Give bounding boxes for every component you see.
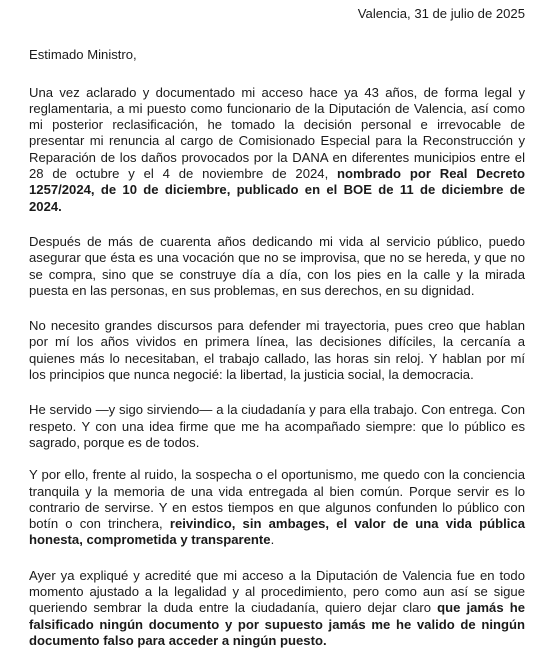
paragraph-resignation-bold: nombrado por Real Decreto 1257/2024, de 10 de diciembre, publicado en el BOE de 11 de diciembre de 2024. bbox=[29, 166, 525, 214]
paragraph-legality-text: Ayer ya expliqué y acredité que mi acceso a la Diputación de Valencia fue en todo momento ajustado a la legalidad y al procedimiento, pero como aun así se sigue queriendo sembrar la duda entre la ciudadanía, quiero dejar claro bbox=[29, 567, 525, 616]
paragraph-legality bbox=[29, 568, 525, 649]
paragraph-public-service: Después de más de cuarenta años dedicando mi vida al servicio público, puedo asegurar que ésta es una vocación que no se improvisa, que no se hereda, y que no se compra, sino que se construye día a día, con los pies en la calle y la mirada puesta en las personas, en sus problemas, en sus derechos, en su dignidad. bbox=[29, 233, 525, 298]
paragraph-trajectory: No necesito grandes discursos para defender mi trayectoria, pues creo que hablan por mí los años vividos en primera línea, las decisiones difíciles, la cercanía a quienes más lo necesitaban, el trabajo callado, las horas sin reloj. Y hablan por mí los principios que nunca negocié: la libertad, la justicia social, la democracia. bbox=[29, 318, 525, 383]
paragraph-conscience bbox=[29, 467, 525, 548]
paragraph-resignation: Una vez aclarado y documentado mi acceso hace ya 43 años, de forma legal y reglamentaria, a mi puesto como funcionario de la Diputación de Valencia, así como mi posterior reclasificación, he tomado la decisión personal e irrevocable de presentar mi renuncia al cargo de Comisionado Especial para la Reconstrucción y Reparación de los daños provocados por la DANA en diferentes municipios entre el 28 de octubre y el 4 de noviembre de 2024, nombrado por Real Decreto 1257/2024, de 10 de diciembre, publicado en el BOE de 11 de diciembre de 2024. bbox=[29, 84, 525, 214]
paragraph-legality-bold: que jamás he falsificado ningún documento y por supuesto jamás me he valido de ningún documento falso para acceder a ningún puesto. bbox=[29, 600, 525, 648]
salutation: Estimado Ministro, bbox=[29, 47, 137, 63]
paragraph-served: He servido —y sigo sirviendo— a la ciudadanía y para ella trabajo. Con entrega. Con respeto. Y con una idea firme que me ha acompañado siempre: que lo público es sagrado, porque es de todos. bbox=[29, 402, 525, 450]
paragraph-conscience-end: . bbox=[270, 532, 275, 548]
paragraph-conscience-bold: reivindico, sin ambages, el valor de una vida pública honesta, comprometida y transparente bbox=[29, 516, 525, 548]
date-line: Valencia, 31 de julio de 2025 bbox=[357, 6, 525, 21]
letter-body bbox=[29, 6, 525, 649]
paragraph-conscience-text: Y por ello, frente al ruido, la sospecha o el oportunismo, me quedo con la conciencia tranquila y la memoria de una vida entregada al bien común. Porque servir es lo contrario de servirse. Y en estos tiempos en que algunos confunden lo público con botín o con trinchera, bbox=[29, 467, 525, 532]
